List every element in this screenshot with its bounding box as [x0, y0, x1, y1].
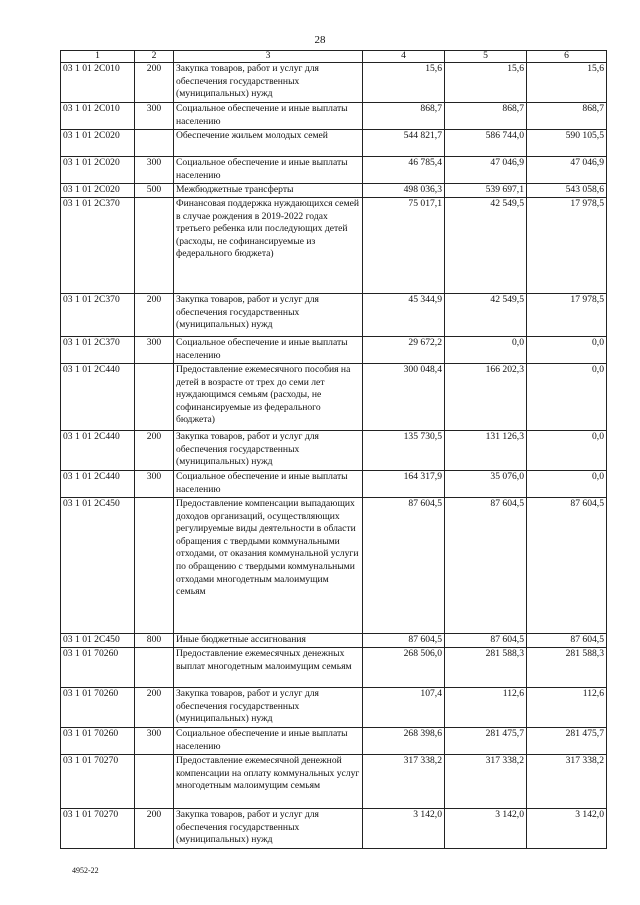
row-value-col6: 17 978,5 [527, 198, 607, 294]
table-row [61, 198, 607, 294]
row-value-col4: 164 317,9 [363, 471, 445, 498]
row-value-col5: 539 697,1 [445, 184, 527, 198]
column-header-3: 3 [174, 51, 363, 63]
row-value-col4: 544 821,7 [363, 130, 445, 157]
row-value-col6: 590 105,5 [527, 130, 607, 157]
row-code: 03 1 01 70260 [61, 688, 135, 728]
table-row [61, 157, 607, 184]
row-code: 03 1 01 70260 [61, 648, 135, 688]
row-value-col6: 3 142,0 [527, 809, 607, 849]
row-description: Предоставление компенсации выпадающих доходов организаций, осуществляющих регулируемые виды деятельности в области обращения с твердыми коммунальными отходами, от оказания коммунальной услуги по обращению с твердыми коммунальными отходами многодетным малоимущим семьям [174, 498, 363, 634]
row-code: 03 1 01 70270 [61, 755, 135, 809]
row-value-col4: 268 506,0 [363, 648, 445, 688]
table-header [61, 51, 607, 63]
row-value-col5: 35 076,0 [445, 471, 527, 498]
row-value-col6: 87 604,5 [527, 498, 607, 634]
row-description: Социальное обеспечение и иные выплаты населению [174, 337, 363, 364]
row-description: Закупка товаров, работ и услуг для обеспечения государственных (муниципальных) нужд [174, 294, 363, 337]
row-description: Финансовая поддержка нуждающихся семей в случае рождения в 2019-2022 годах третьего ребенка или последующих детей (расходы, не софинансируемые из федерального бюджета) [174, 198, 363, 294]
row-value-col5: 868,7 [445, 103, 527, 130]
row-expense-type: 500 [135, 184, 174, 198]
table-row [61, 130, 607, 157]
row-value-col5: 131 126,3 [445, 431, 527, 471]
row-value-col6: 112,6 [527, 688, 607, 728]
row-value-col4: 29 672,2 [363, 337, 445, 364]
table-row [61, 648, 607, 688]
table-row [61, 431, 607, 471]
row-description: Межбюджетные трансферты [174, 184, 363, 198]
row-value-col4: 135 730,5 [363, 431, 445, 471]
row-code: 03 1 01 2С370 [61, 337, 135, 364]
row-code: 03 1 01 2С010 [61, 63, 135, 103]
row-expense-type: 200 [135, 431, 174, 471]
row-value-col6: 281 588,3 [527, 648, 607, 688]
row-value-col6: 317 338,2 [527, 755, 607, 809]
row-code: 03 1 01 2С440 [61, 364, 135, 431]
row-description: Социальное обеспечение и иные выплаты населению [174, 103, 363, 130]
row-value-col6: 281 475,7 [527, 728, 607, 755]
table-row [61, 809, 607, 849]
row-value-col4: 87 604,5 [363, 634, 445, 648]
column-header-1: 1 [61, 51, 135, 63]
row-code: 03 1 01 2С020 [61, 130, 135, 157]
row-value-col6: 0,0 [527, 364, 607, 431]
row-code: 03 1 01 70260 [61, 728, 135, 755]
row-code: 03 1 01 2С010 [61, 103, 135, 130]
row-value-col4: 45 344,9 [363, 294, 445, 337]
header-row [61, 51, 607, 63]
row-value-col4: 15,6 [363, 63, 445, 103]
row-expense-type: 300 [135, 103, 174, 130]
row-description: Закупка товаров, работ и услуг для обеспечения государственных (муниципальных) нужд [174, 809, 363, 849]
row-value-col4: 75 017,1 [363, 198, 445, 294]
row-expense-type [135, 364, 174, 431]
row-value-col5: 87 604,5 [445, 634, 527, 648]
row-expense-type: 200 [135, 688, 174, 728]
column-header-4: 4 [363, 51, 445, 63]
row-expense-type: 800 [135, 634, 174, 648]
row-value-col6: 0,0 [527, 431, 607, 471]
row-code: 03 1 01 2С020 [61, 157, 135, 184]
table-row [61, 294, 607, 337]
table-row [61, 634, 607, 648]
table-row [61, 471, 607, 498]
row-description: Социальное обеспечение и иные выплаты населению [174, 728, 363, 755]
table-row [61, 728, 607, 755]
table-row [61, 103, 607, 130]
table-row [61, 755, 607, 809]
row-value-col4: 107,4 [363, 688, 445, 728]
page-number: 28 [314, 34, 326, 46]
column-header-5: 5 [445, 51, 527, 63]
table-row [61, 337, 607, 364]
row-value-col5: 281 588,3 [445, 648, 527, 688]
row-expense-type: 300 [135, 337, 174, 364]
row-value-col5: 47 046,9 [445, 157, 527, 184]
row-expense-type: 300 [135, 728, 174, 755]
row-description: Предоставление ежемесячных денежных выплат многодетным малоимущим семьям [174, 648, 363, 688]
table-row [61, 63, 607, 103]
row-value-col5: 0,0 [445, 337, 527, 364]
row-description: Обеспечение жильем молодых семей [174, 130, 363, 157]
row-value-col5: 87 604,5 [445, 498, 527, 634]
row-value-col5: 15,6 [445, 63, 527, 103]
row-code: 03 1 01 2С020 [61, 184, 135, 198]
row-value-col6: 543 058,6 [527, 184, 607, 198]
budget-table [60, 50, 607, 849]
row-code: 03 1 01 2С450 [61, 634, 135, 648]
row-expense-type: 300 [135, 471, 174, 498]
row-value-col6: 17 978,5 [527, 294, 607, 337]
row-expense-type [135, 648, 174, 688]
row-expense-type: 200 [135, 809, 174, 849]
row-value-col4: 87 604,5 [363, 498, 445, 634]
row-value-col5: 281 475,7 [445, 728, 527, 755]
row-value-col4: 300 048,4 [363, 364, 445, 431]
row-description: Социальное обеспечение и иные выплаты населению [174, 157, 363, 184]
column-header-6: 6 [527, 51, 607, 63]
row-value-col4: 46 785,4 [363, 157, 445, 184]
row-expense-type: 300 [135, 157, 174, 184]
row-value-col6: 0,0 [527, 337, 607, 364]
row-expense-type [135, 498, 174, 634]
table-row [61, 184, 607, 198]
row-value-col5: 166 202,3 [445, 364, 527, 431]
row-value-col6: 15,6 [527, 63, 607, 103]
row-value-col5: 317 338,2 [445, 755, 527, 809]
row-value-col5: 112,6 [445, 688, 527, 728]
row-description: Закупка товаров, работ и услуг для обеспечения государственных (муниципальных) нужд [174, 431, 363, 471]
row-code: 03 1 01 70270 [61, 809, 135, 849]
row-value-col4: 268 398,6 [363, 728, 445, 755]
row-description: Закупка товаров, работ и услуг для обеспечения государственных (муниципальных) нужд [174, 688, 363, 728]
row-expense-type [135, 130, 174, 157]
row-code: 03 1 01 2С370 [61, 198, 135, 294]
row-value-col6: 87 604,5 [527, 634, 607, 648]
table-row [61, 688, 607, 728]
row-value-col5: 42 549,5 [445, 198, 527, 294]
row-description: Предоставление ежемесячной денежной компенсации на оплату коммунальных услуг многодетным малоимущим семьям [174, 755, 363, 809]
row-expense-type: 200 [135, 63, 174, 103]
row-description: Социальное обеспечение и иные выплаты населению [174, 471, 363, 498]
row-value-col4: 868,7 [363, 103, 445, 130]
row-value-col5: 42 549,5 [445, 294, 527, 337]
row-expense-type [135, 755, 174, 809]
row-value-col4: 498 036,3 [363, 184, 445, 198]
table-row [61, 364, 607, 431]
row-value-col6: 0,0 [527, 471, 607, 498]
row-description: Предоставление ежемесячного пособия на детей в возрасте от трех до семи лет нуждающимся семьям (расходы, не софинансируемые из федерального бюджета) [174, 364, 363, 431]
row-code: 03 1 01 2С450 [61, 498, 135, 634]
table-body [61, 63, 607, 849]
row-value-col6: 868,7 [527, 103, 607, 130]
column-header-2: 2 [135, 51, 174, 63]
row-value-col5: 586 744,0 [445, 130, 527, 157]
row-value-col5: 3 142,0 [445, 809, 527, 849]
row-value-col4: 3 142,0 [363, 809, 445, 849]
table-row [61, 498, 607, 634]
row-value-col6: 47 046,9 [527, 157, 607, 184]
row-code: 03 1 01 2С440 [61, 431, 135, 471]
document-code: 4952-22 [72, 866, 99, 875]
row-value-col4: 317 338,2 [363, 755, 445, 809]
row-code: 03 1 01 2С440 [61, 471, 135, 498]
row-description: Иные бюджетные ассигнования [174, 634, 363, 648]
row-expense-type: 200 [135, 294, 174, 337]
row-description: Закупка товаров, работ и услуг для обеспечения государственных (муниципальных) нужд [174, 63, 363, 103]
row-code: 03 1 01 2С370 [61, 294, 135, 337]
row-expense-type [135, 198, 174, 294]
